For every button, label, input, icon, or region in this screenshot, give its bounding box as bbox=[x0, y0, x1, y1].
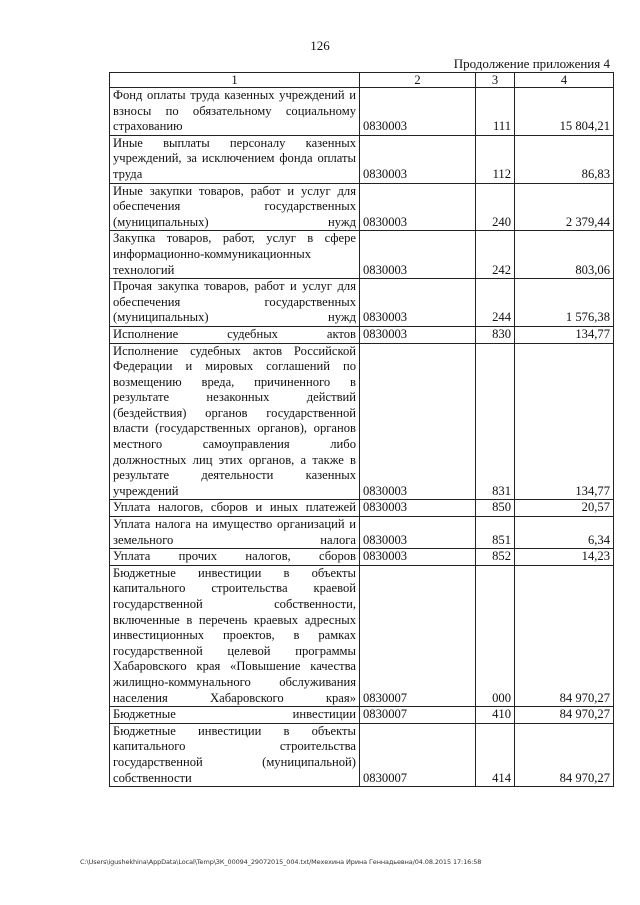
table-row bbox=[110, 549, 614, 566]
row-name: Уплата прочих налогов, сборов bbox=[110, 549, 360, 566]
row-code: 0830007 bbox=[360, 723, 476, 786]
table-row bbox=[110, 231, 614, 279]
row-amount: 803,06 bbox=[515, 231, 614, 279]
row-amount: 134,77 bbox=[515, 326, 614, 343]
row-code: 0830003 bbox=[360, 343, 476, 500]
row-code: 0830003 bbox=[360, 231, 476, 279]
row-amount: 134,77 bbox=[515, 343, 614, 500]
row-amount: 86,83 bbox=[515, 135, 614, 183]
row-code: 0830007 bbox=[360, 707, 476, 724]
row-type: 851 bbox=[476, 517, 515, 549]
row-amount: 84 970,27 bbox=[515, 707, 614, 724]
table-row bbox=[110, 565, 614, 706]
row-name: Уплата налогов, сборов и иных платежей bbox=[110, 500, 360, 517]
header-row bbox=[110, 73, 614, 88]
row-type: 852 bbox=[476, 549, 515, 566]
row-name: Закупка товаров, работ, услуг в сфере информационно-коммуникационных технологий bbox=[110, 231, 360, 279]
continuation-title: Продолжение приложения 4 bbox=[453, 56, 610, 71]
row-code: 0830003 bbox=[360, 517, 476, 549]
row-type: 000 bbox=[476, 565, 515, 706]
row-code: 0830003 bbox=[360, 88, 476, 136]
row-type: 831 bbox=[476, 343, 515, 500]
table-row bbox=[110, 500, 614, 517]
row-name: Бюджетные инвестиции в объекты капитального строительства краевой государственной собственности, включенные в перечень краевых адресных инвестиционных проектов, в рамках государственной целевой программы Хабаровского края «Повышение качества жилищно-коммунального обслуживания населения Хабаровского края» bbox=[110, 565, 360, 706]
row-amount: 1 576,38 bbox=[515, 279, 614, 327]
row-type: 242 bbox=[476, 231, 515, 279]
row-amount: 20,57 bbox=[515, 500, 614, 517]
row-type: 850 bbox=[476, 500, 515, 517]
row-type: 410 bbox=[476, 707, 515, 724]
footer-file-path: C:\Users\igushekhina\AppData\Local\Temp\ЗК_00094_29072015_004.txt/Мехехина Ирина Геннадьевна/04.08.2015 17:16:58 bbox=[80, 858, 482, 866]
row-amount: 84 970,27 bbox=[515, 723, 614, 786]
table-row bbox=[110, 279, 614, 327]
budget-table bbox=[109, 72, 614, 787]
row-amount: 84 970,27 bbox=[515, 565, 614, 706]
header-col-amount: 4 bbox=[515, 73, 614, 88]
row-name: Бюджетные инвестиции bbox=[110, 707, 360, 724]
header-col-type: 3 bbox=[476, 73, 515, 88]
row-name: Уплата налога на имущество организаций и земельного налога bbox=[110, 517, 360, 549]
row-type: 240 bbox=[476, 183, 515, 231]
page-number: 126 bbox=[310, 38, 330, 53]
row-type: 414 bbox=[476, 723, 515, 786]
table-row bbox=[110, 707, 614, 724]
row-name: Бюджетные инвестиции в объекты капитального строительства государственной (муниципальной) собственности bbox=[110, 723, 360, 786]
row-code: 0830003 bbox=[360, 183, 476, 231]
row-amount: 14,23 bbox=[515, 549, 614, 566]
row-amount: 6,34 bbox=[515, 517, 614, 549]
table-row bbox=[110, 135, 614, 183]
row-code: 0830003 bbox=[360, 549, 476, 566]
row-code: 0830003 bbox=[360, 500, 476, 517]
row-name: Иные закупки товаров, работ и услуг для обеспечения государственных (муниципальных) нужд bbox=[110, 183, 360, 231]
table-row bbox=[110, 517, 614, 549]
table-row bbox=[110, 326, 614, 343]
row-name: Фонд оплаты труда казенных учреждений и взносы по обязательному социальному страхованию bbox=[110, 88, 360, 136]
row-code: 0830003 bbox=[360, 326, 476, 343]
row-name: Прочая закупка товаров, работ и услуг для обеспечения государственных (муниципальных) нужд bbox=[110, 279, 360, 327]
header-col-name: 1 bbox=[110, 73, 360, 88]
row-name: Исполнение судебных актов Российской Федерации и мировых соглашений по возмещению вреда, причиненного в результате незаконных действий (бездействия) органов государственной власти (государственных органов), органов местного самоуправления либо должностных лиц этих органов, а также в результате деятельности казенных учреждений bbox=[110, 343, 360, 500]
header-col-code: 2 bbox=[360, 73, 476, 88]
row-name: Исполнение судебных актов bbox=[110, 326, 360, 343]
table-row bbox=[110, 343, 614, 500]
row-type: 830 bbox=[476, 326, 515, 343]
row-type: 111 bbox=[476, 88, 515, 136]
table-row bbox=[110, 88, 614, 136]
table-row bbox=[110, 723, 614, 786]
row-type: 112 bbox=[476, 135, 515, 183]
row-name: Иные выплаты персоналу казенных учреждений, за исключением фонда оплаты труда bbox=[110, 135, 360, 183]
table-row bbox=[110, 183, 614, 231]
row-code: 0830003 bbox=[360, 135, 476, 183]
row-amount: 2 379,44 bbox=[515, 183, 614, 231]
row-type: 244 bbox=[476, 279, 515, 327]
row-amount: 15 804,21 bbox=[515, 88, 614, 136]
row-code: 0830003 bbox=[360, 279, 476, 327]
row-code: 0830007 bbox=[360, 565, 476, 706]
